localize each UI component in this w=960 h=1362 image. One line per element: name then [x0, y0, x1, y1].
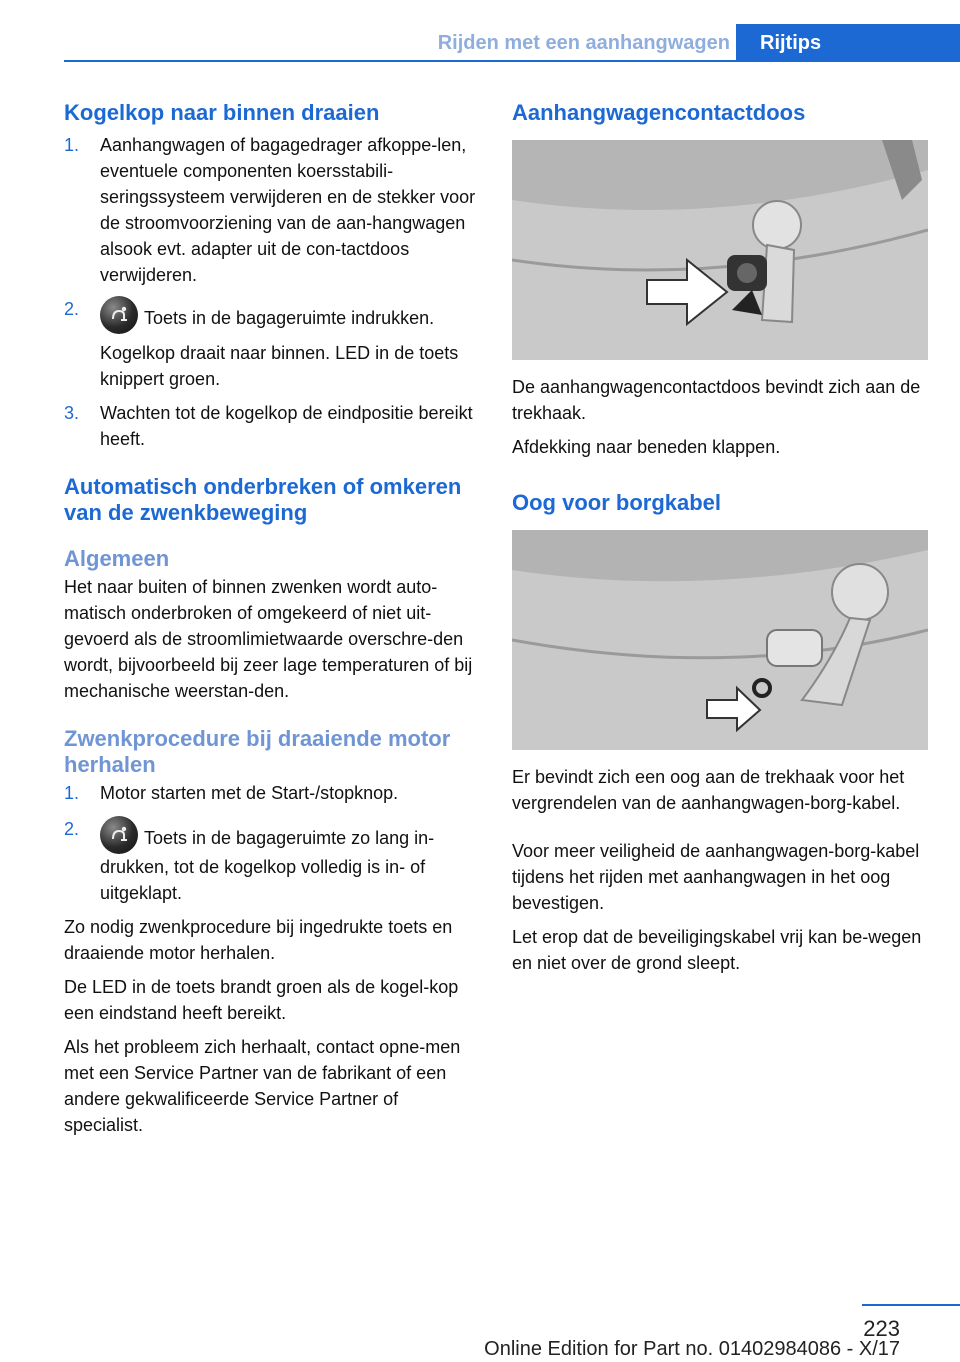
paragraph: Zo nodig zwenkprocedure bij ingedrukte toets en draaiende motor herhalen. — [64, 917, 453, 963]
paragraph: De LED in de toets brandt groen als de kogel-kop een eindstand heeft bereikt. — [64, 977, 459, 1023]
list-item: 2. Toets in de bagageruimte indrukken. Kogelkop draait naar binnen. LED in de toets knippert groen. — [64, 296, 480, 392]
steps-list-2 — [64, 780, 480, 906]
trailer-hitch-button-icon — [100, 296, 138, 334]
heading-algemeen: Algemeen — [64, 546, 170, 571]
paragraph: Afdekking naar beneden klappen. — [512, 437, 781, 457]
trailer-hitch-button-icon — [100, 816, 138, 854]
paragraph: Als het probleem zich herhaalt, contact opne-men met een Service Partner van de fabrikant of een andere gekwalificeerde Service Partner of specialist. — [64, 1037, 461, 1135]
paragraph-algemeen: Het naar buiten of binnen zwenken wordt auto-matisch onderbroken of omgekeerd of niet uit-gevoerd als de stroomlimietwaarde overschre-den wordt, bijvoorbeeld bij zeer lage temperaturen of bij mechanische weerstan-den. — [64, 577, 473, 701]
paragraph: Let erop dat de beveiligingskabel vrij kan be-wegen en niet over de grond sleept. — [512, 927, 922, 973]
paragraph: Voor meer veiligheid de aanhangwagen-borg-kabel tijdens het rijden met aanhangwagen in het oog bevestigen. — [512, 841, 920, 913]
page-number: 223 — [863, 1316, 900, 1341]
paragraph: Er bevindt zich een oog aan de trekhaak voor het vergrendelen van de aanhangwagen-borg-kabel. — [512, 767, 905, 813]
heading-oog-voor-borgkabel: Oog voor borgkabel — [512, 490, 722, 515]
heading-aanhangwagencontactdoos: Aanhangwagencontactdoos — [512, 100, 806, 125]
right-column — [512, 100, 928, 984]
list-item: 1. Aanhangwagen of bagagedrager afkoppe-len, eventuele componenten koersstabili-seringssysteem verwijderen en de stekker voor de stroomvoorziening van de aan-hangwagen alsook evt. adapter uit de con-tactdoos verwijderen. — [64, 135, 476, 285]
list-item: 1. Motor starten met de Start-/stopknop. — [64, 783, 399, 803]
list-item: 3. Wachten tot de kogelkop de eindpositie bereikt heeft. — [64, 403, 473, 449]
left-column — [64, 100, 480, 1146]
safety-cable-eye-illustration — [512, 530, 928, 750]
steps-list-1 — [64, 132, 480, 452]
heading-kogelkop-binnen: Kogelkop naar binnen draaien — [64, 100, 380, 125]
heading-automatisch-onderbreken: Automatisch onderbreken of omkeren van de zwenkbeweging — [64, 474, 462, 525]
paragraph: De aanhangwagencontactdoos bevindt zich aan de trekhaak. — [512, 377, 921, 423]
footer-rule — [862, 1304, 960, 1306]
list-item: 2. Toets in de bagageruimte zo lang in-drukken, tot de kogelkop volledig is in- of uitgeklapt. — [64, 816, 480, 906]
header-section-title: Rijden met een aanhangwagen — [437, 32, 730, 54]
edition-line: Online Edition for Part no. 01402984086 - X/17 — [484, 1338, 900, 1360]
socket-illustration — [512, 140, 928, 360]
header-chapter-tab: Rijtips — [736, 24, 960, 62]
heading-zwenkprocedure: Zwenkprocedure bij draaiende motor herhalen — [64, 726, 451, 777]
